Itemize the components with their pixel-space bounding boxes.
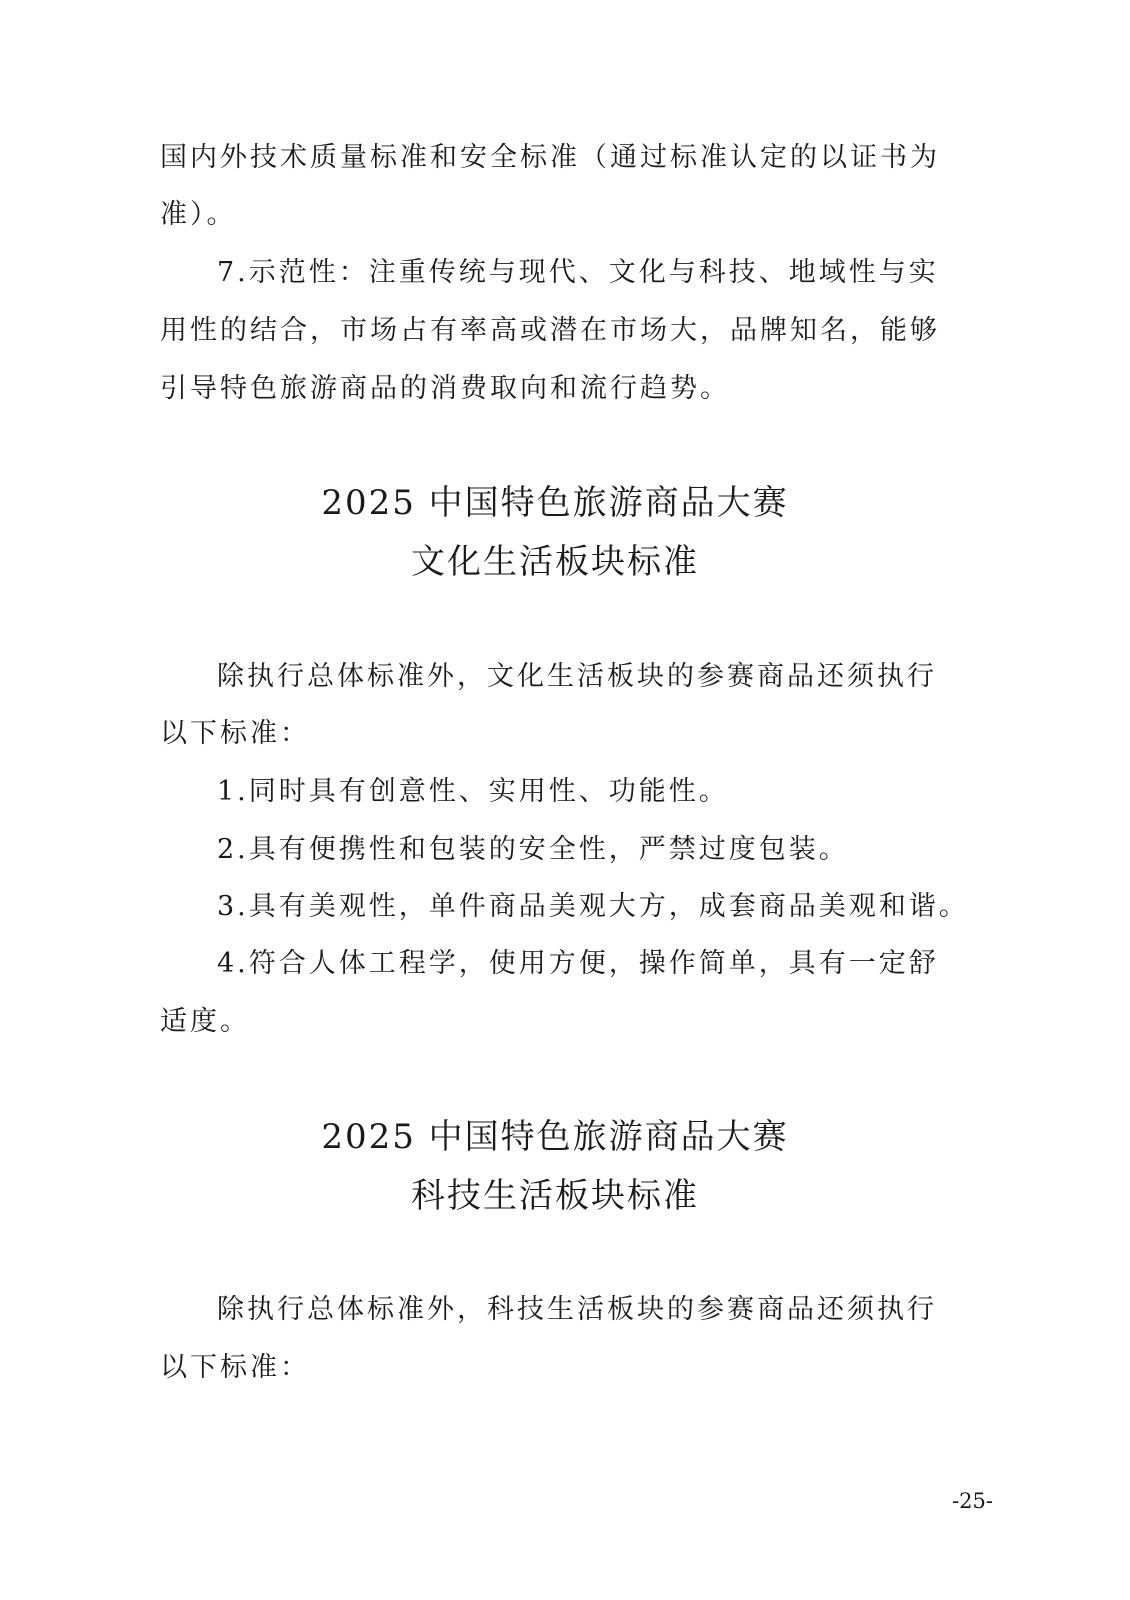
section-subtitle-culture: 文化生活板块标准 (411, 542, 699, 582)
criterion-7-text: 7.示范性：注重传统与现代、文化与科技、地域性与实 (217, 257, 939, 288)
body-text-line: 适度。 (160, 1006, 250, 1037)
page-number: -25- (952, 1489, 993, 1513)
tech-intro-text: 除执行总体标准外，科技生活板块的参赛商品还须执行 (217, 1294, 937, 1325)
culture-criterion-4: 4.符合人体工程学，使用方便，操作简单，具有一定舒 (217, 948, 939, 979)
body-text-line: 用性的结合，市场占有率高或潜在市场大，品牌知名，能够 (160, 315, 940, 346)
body-text-line: 引导特色旅游商品的消费取向和流行趋势。 (160, 373, 730, 404)
body-text-line: 国内外技术质量标准和安全标准（通过标准认定的以证书为 (160, 142, 940, 173)
section-title-culture: 2025 中国特色旅游商品大赛 (321, 483, 789, 523)
body-text-line: 以下标准： (160, 1352, 310, 1383)
culture-criterion-3: 3.具有美观性，单件商品美观大方，成套商品美观和谐。 (217, 891, 969, 922)
body-text-line: 准）。 (160, 199, 237, 230)
section-title-tech: 2025 中国特色旅游商品大赛 (321, 1117, 789, 1157)
body-text-line: 以下标准： (160, 718, 310, 749)
section-subtitle-tech: 科技生活板块标准 (411, 1176, 699, 1216)
culture-criterion-1: 1.同时具有创意性、实用性、功能性。 (217, 776, 729, 807)
culture-intro-text: 除执行总体标准外，文化生活板块的参赛商品还须执行 (217, 661, 937, 692)
culture-criterion-2: 2.具有便携性和包装的安全性，严禁过度包装。 (217, 834, 849, 865)
